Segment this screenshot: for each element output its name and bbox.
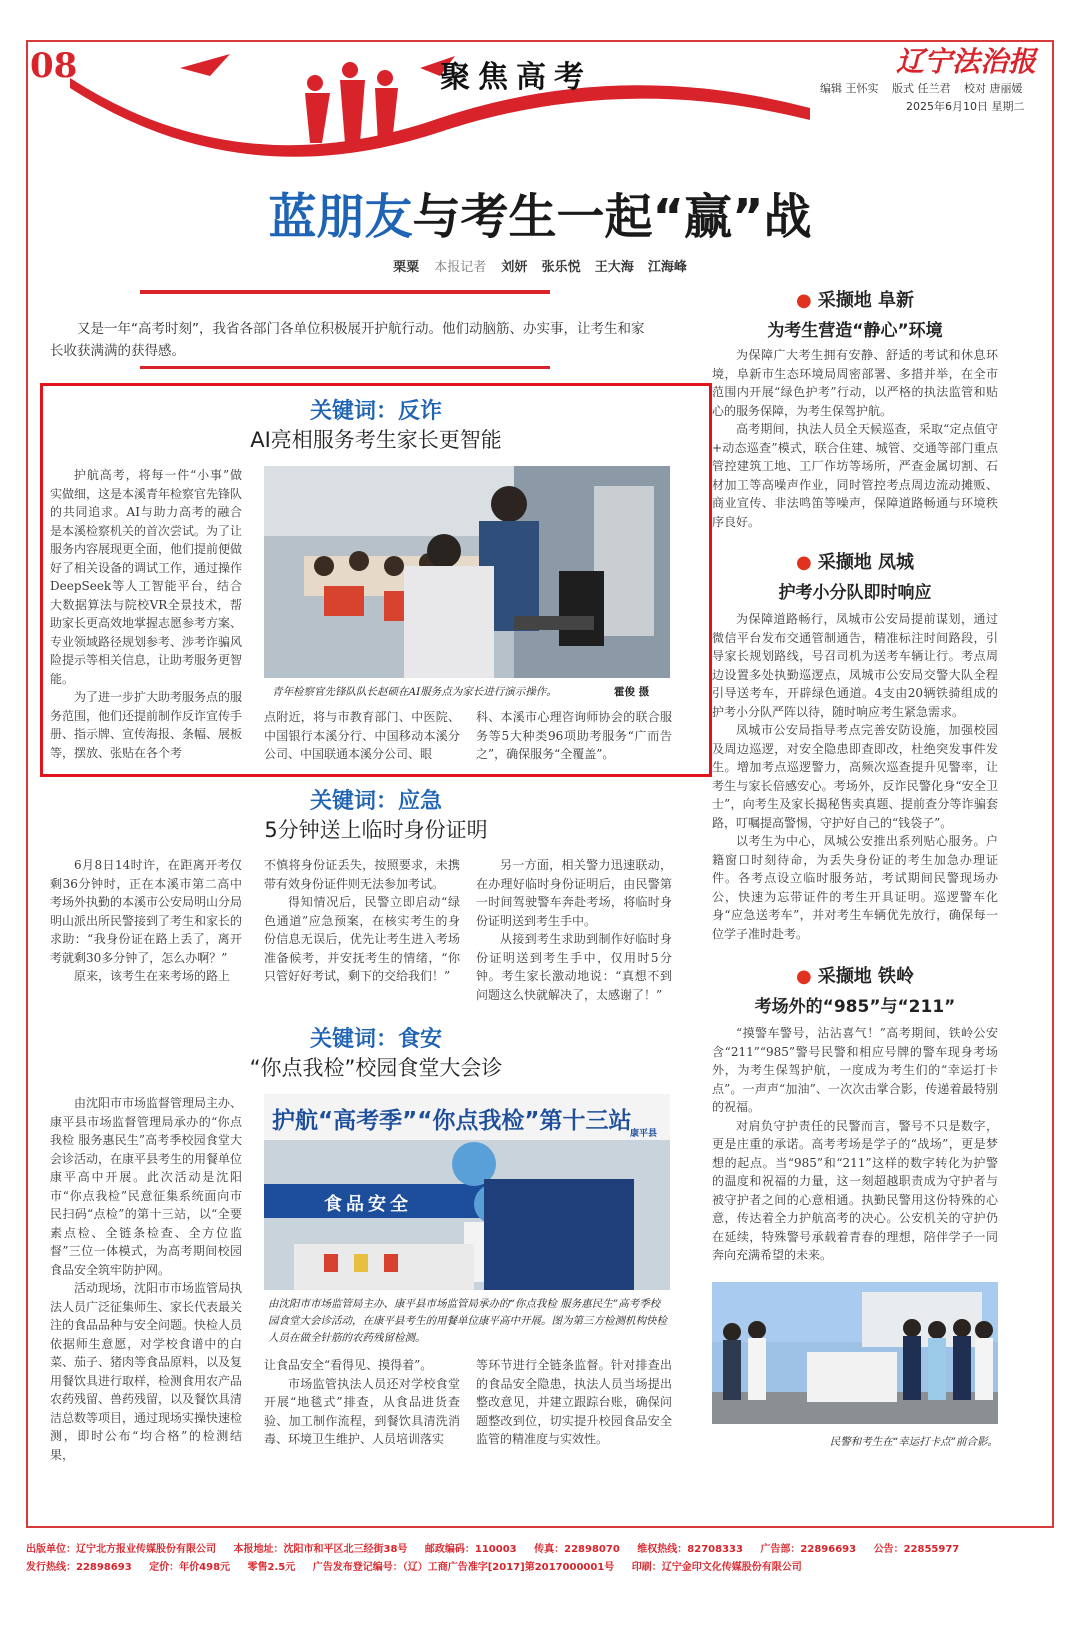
banner-small: 康平县 <box>630 1129 658 1139</box>
footer-item: 邮政编码：110003 <box>424 1544 517 1555</box>
section-title: 护考小分队即时响应 <box>778 583 932 603</box>
article-column <box>712 1024 998 1265</box>
ai-service-photo <box>264 466 670 678</box>
food-check-photo <box>264 1094 670 1290</box>
byline-prefix: 栗粟 <box>393 260 420 275</box>
lead-top-rule <box>140 290 550 294</box>
photo-credit: 霍俊 摄 <box>614 686 650 698</box>
footer-item: 发行热线：22898693 <box>26 1562 132 1573</box>
footer-item: 广告发布登记编号：（辽）工商广告准字[2017]第2017000001号 <box>312 1562 615 1573</box>
footer-line-1 <box>26 1540 1054 1555</box>
article-column <box>264 856 460 986</box>
paragraph: 原来，该考生在来考场的路上 <box>74 969 231 983</box>
paragraph: 以考生为中心，凤城公安推出系列贴心服务。户籍窗口时刻待命，为丢失身份证的考生加急办理证件。各考点设立临时服务站，考试期间民警现场办公，快速为忘带证件的考生开具证明。巡逻警车化身“应急送考车”，并对考生车辆优先放行，确保每一位学子准时赴考。 <box>712 834 998 941</box>
section-keyword: 关键词：食安 <box>309 1027 442 1052</box>
headline-blue: 蓝朋友 <box>268 189 413 245</box>
paragraph: 活动现场，沈阳市市场监管局执法人员广泛征集师生、家长代表最关注的食品品种与安全问题。快检人员依据师生意愿，对学校食谱中的白菜、茄子、猪肉等食品原料，以及复用餐饮具进行取样，检测食用农产品农药残留、兽药残留，以及餐饮具清洁总数等项目，通过现场实操快速检测，即时公布“均合格”的检测结果， <box>50 1281 243 1462</box>
fengcheng-header <box>712 548 998 603</box>
section-title: 考场外的“985”与“211” <box>754 997 956 1017</box>
footer-item: 传真：22898070 <box>534 1544 620 1555</box>
footer-item: 广告部：22896693 <box>760 1544 857 1555</box>
photo-scene-icon <box>264 466 670 678</box>
location-label: 采撷地 凤城 <box>817 552 914 573</box>
newspaper-name: 辽宁法治报 <box>896 45 1037 78</box>
layout-editor: 版式 任兰君 <box>892 82 951 95</box>
article-column <box>712 346 998 531</box>
location-pin-icon: ● <box>796 966 812 987</box>
paragraph: 护航高考，将每一件“小事”做实做细，这是本溪青年检察官先锋队的共同追求。AI与助力高考的融合是本溪检察机关的首次尝试。为了让服务内容展现更全面，他们提前便做好了相关设备的调试工作，通过操作DeepSeek等人工智能平台，结合大数据算法与院校VR全景技术，帮助家长更高效地掌握志愿参考方案、专业领域路径规划参考、涉考诈骗风险提示等相关信息，让助考服务更智能。 <box>50 468 243 686</box>
footer-item: 公告：22855977 <box>873 1544 960 1555</box>
main-headline <box>0 178 1080 247</box>
section-title: “你点我检”校园食堂大会诊 <box>249 1056 503 1080</box>
paragraph: 为了进一步扩大助考服务点的服务范围，他们还提前制作反诈宣传手册、指示牌、宣传海报、条幅、展板等，摆放、张贴在各个考 <box>50 690 243 760</box>
section-title: 为考生营造“静心”环境 <box>767 321 943 341</box>
section-keyword: 关键词：应急 <box>309 789 442 814</box>
reporter-name: 刘妍 <box>501 260 528 275</box>
paragraph: “摸警车警号，沾沾喜气！”高考期间，铁岭公安含“211”“985”警号民警和相应号牌的警车现身考场外，为考生保驾护航，一度成为考生们的“幸运打卡点”。一声声“加油”、一次次击掌合影，传递着最特别的祝福。 <box>712 1026 998 1114</box>
byline <box>0 256 1080 275</box>
article-column <box>50 466 242 762</box>
article-column <box>264 1356 460 1449</box>
reporter-name: 王大海 <box>594 260 634 275</box>
paragraph: 为保障道路畅行，凤城市公安局提前谋划，通过微信平台发布交通管制通告，精准标注时间路段，引导家长规划路线，号召司机为送考车辆让行。考点周边设置多处执勤巡逻点，凤城市公安局交警大队全程引导送考车，开辟绿色通道。4支由20辆铁骑组成的护考小分队严阵以待，随时响应考生紧急需求。 <box>712 612 998 719</box>
police-photo <box>712 1282 998 1424</box>
paragraph: 得知情况后，民警立即启动“绿色通道”应急预案，在核实考生的身份信息无误后，优先让考生进入考场准备候考，并安抚考生的情绪，“你只管好好考试，剩下的交给我们！” <box>264 895 460 983</box>
footer-item: 维权热线：82708333 <box>637 1544 743 1555</box>
proofreader: 校对 唐丽媛 <box>964 82 1023 95</box>
location-pin-icon: ● <box>796 290 812 311</box>
byline-role: 本报记者 <box>434 260 487 275</box>
paragraph: 高考期间，执法人员全天候巡查，采取“定点值守+动态巡查”模式，联合住建、城管、交通等部门重点管控建筑工地、工厂作坊等场所，严查金属切割、石材加工等高噪声作业，同时管控考点周边流动摊贩、商业宣传、非法鸣笛等噪声，保障道路畅通与环境秩序良好。 <box>712 422 998 529</box>
column-title: 聚焦高考 <box>440 60 592 95</box>
section-title: AI亮相服务考生家长更智能 <box>250 428 502 452</box>
article-column <box>476 1356 672 1449</box>
photo-caption: 民警和考生在“幸运打卡点”前合影。 <box>829 1436 998 1448</box>
footer-item: 本报地址：沈阳市和平区北三经街38号 <box>233 1544 408 1555</box>
footer-line-2 <box>26 1558 1054 1573</box>
headline-rest: 与考生一起“赢”战 <box>412 189 812 245</box>
lead-bottom-rule <box>140 366 550 369</box>
paragraph: 为保障广大考生拥有安静、舒适的考试和休息环境，阜新市生态环境局周密部署、多措并举，在全市范围内开展“绿色护考”行动，以严格的执法监管和贴心的服务保障，为考生保驾护航。 <box>712 348 998 418</box>
article-column <box>264 708 460 764</box>
paragraph: 另一方面，相关警力迅速联动，在办理好临时身份证明后，由民警第一时间驾驶警车奔赴考场，将临时身份证明送到考生手中。 <box>476 858 672 928</box>
date-line: 2025年6月10日 星期二 <box>906 100 1025 113</box>
paragraph: 点附近，将与市教育部门、中医院、中国银行本溪分行、中国移动本溪分公司、中国联通本溪分公司、眼 <box>264 710 460 761</box>
paragraph: 由沈阳市市场监督管理局主办、康平县市场监督管理局承办的“你点我检 服务惠民生”高考季校园食堂大会诊活动，在康平县考生的用餐单位康平高中开展。此次活动是沈阳市“你点我检”民意征集系统面向市民扫码“点检”的第十三站，以“全要素点检、全链条检查、全方位监督”三位一体模式，为高考期间校园食品安全筑牢防护网。 <box>50 1096 243 1277</box>
article-column <box>476 856 672 1004</box>
footer-item: 印刷：辽宁金印文化传媒股份有限公司 <box>631 1562 802 1573</box>
location-label: 采撷地 铁岭 <box>817 966 914 987</box>
editors-line <box>820 80 1033 96</box>
inspectors-icon <box>264 1094 670 1290</box>
page-number: 08 <box>30 46 78 86</box>
location-pin-icon: ● <box>796 552 812 573</box>
group-photo-icon <box>712 1282 998 1424</box>
editor: 编辑 王怀实 <box>820 82 879 95</box>
footer-item: 零售2.5元 <box>247 1562 296 1573</box>
section-keyword: 关键词：反诈 <box>309 399 442 424</box>
paragraph: 市场监管执法人员还对学校食堂开展“地毯式”排查，从食品进货查验、加工制作流程，到餐饮具清洗消毒、环境卫生维护、人员培训落实 <box>264 1376 460 1446</box>
paragraph: 科、本溪市心理咨询师协会的联合服务等5大种类96项助考服务“广而告之”，确保服务“全覆盖”。 <box>476 710 672 761</box>
paragraph: 不慎将身份证丢失，按照要求，未携带有效身份证件则无法参加考试。 <box>264 858 460 891</box>
paragraph: 对肩负守护责任的民警而言，警号不只是数字，更是庄重的承诺。高考考场是学子的“战场”，更是梦想的起点。当“985”和“211”这样的数字转化为护警的温度和祝福的力量，这一刻超越职责成为守护者与被守护者之间的心意相通。执勤民警用这份特殊的心意，传达着全力护航高考的决心。公安机关的守护仍在延续，特殊警号承载着青春的理想，陪伴学子一同奔向充满希望的未来。 <box>712 1118 998 1262</box>
article-column <box>50 856 242 986</box>
paragraph: 等环节进行全链条监督。针对排查出的食品安全隐患，执法人员当场提出整改意见，并建立跟踪台账，确保问题整改到位，切实提升校园食品安全监管的精准度与实效性。 <box>476 1358 672 1446</box>
paragraph: 让食品安全“看得见、摸得着”。 <box>264 1358 433 1372</box>
reporter-name: 张乐悦 <box>541 260 581 275</box>
paragraph: 凤城市公安局指导考点完善安防设施，加强校园及周边巡逻，对安全隐患即查即改，杜绝突发事件发生。增加考点巡逻警力，高频次巡查提升见警率，让考生与家长倍感安心。考场外，反诈民警化身“安全卫士”，向考生及家长揭秘售卖真题、提前查分等诈骗套路，叮嘱提高警惕，守护好自己的“钱袋子”。 <box>712 723 998 830</box>
photo-caption: 青年检察官先锋队队长赵硕在AI服务点为家长进行演示操作。 <box>272 686 557 698</box>
lead-paragraph: 又是一年“高考时刻”，我省各部门各单位积极展开护航行动。他们动脑筋、办实事，让考生和家长收获满满的获得感。 <box>50 321 645 359</box>
footer-item: 定价：年价498元 <box>149 1562 231 1573</box>
reporter-name: 江海峰 <box>647 260 687 275</box>
tent-text: 食品安全 <box>324 1194 412 1215</box>
paragraph: 6月8日14时许，在距离开考仅剩36分钟时，正在本溪市第二高中考场外执勤的本溪市公安局明山分局明山派出所民警接到了考生和家长的求助：“我身份证在路上丢了，离开考就剩30多分钟了，怎么办啊？” <box>50 858 243 965</box>
location-label: 采撷地 阜新 <box>817 290 914 311</box>
article-column <box>476 708 672 764</box>
fuxin-header <box>712 286 998 341</box>
section-title: 5分钟送上临时身份证明 <box>264 818 488 842</box>
photo-caption: 由沈阳市市场监管局主办、康平县市场监管局承办的“你点我检 服务惠民生”高考季校园食堂大会诊活动，在康平县考生的用餐单位康平高中开展。图为第三方检测机构快检人员在做全针筋的农药残留检测。 <box>268 1298 667 1344</box>
paragraph: 从接到考生求助到制作好临时身份证明送到考生手中，仅用时5分钟。考生家长激动地说：“真想不到问题这么快就解决了，太感谢了！” <box>476 932 672 1002</box>
footer-item: 出版单位：辽宁北方报业传媒股份有限公司 <box>26 1544 216 1555</box>
article-column <box>712 610 998 943</box>
banner-text: 护航“高考季”“你点我检”第十三站 <box>272 1108 632 1134</box>
tieling-header <box>712 962 998 1017</box>
article-column <box>50 1094 242 1464</box>
